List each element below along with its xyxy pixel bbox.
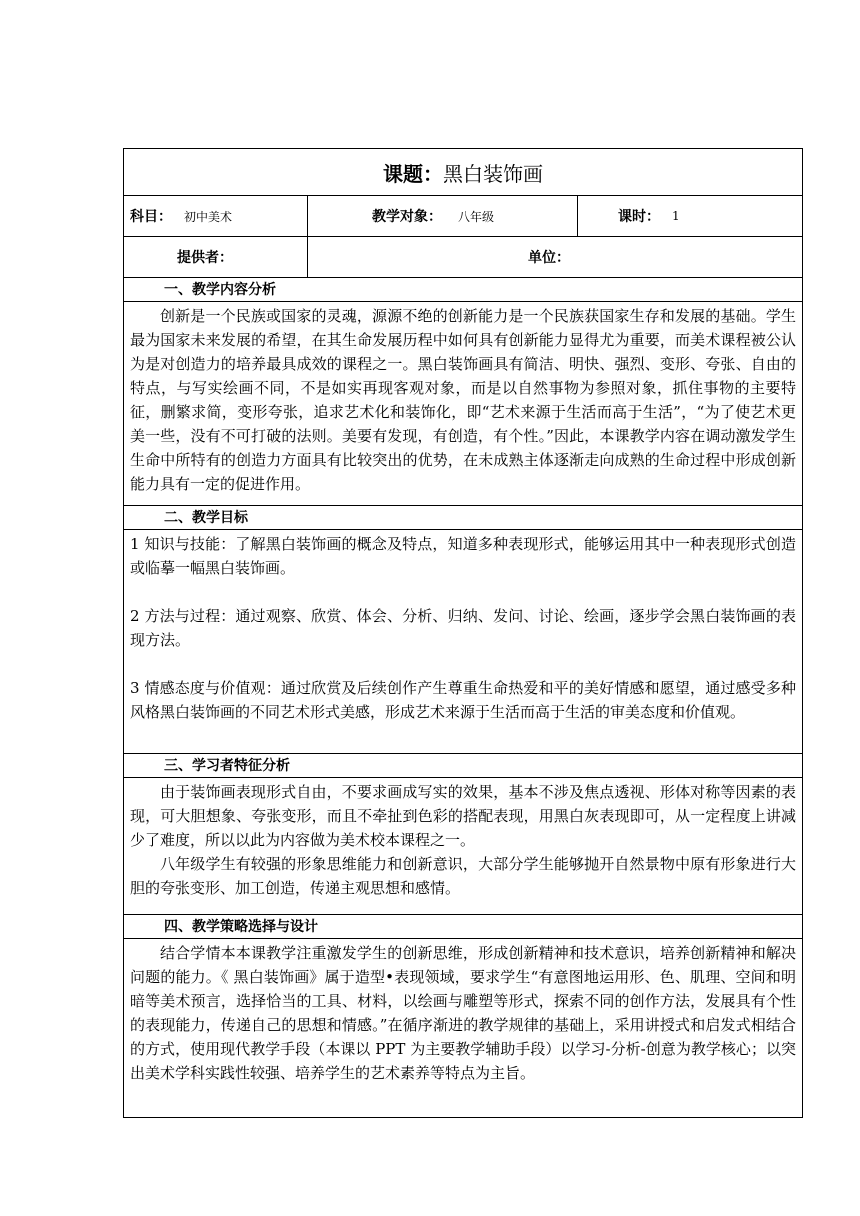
period-cell <box>578 196 802 236</box>
subject-value: 初中美术 <box>184 209 233 224</box>
period-value: 1 <box>672 209 680 223</box>
provider-row <box>124 237 802 278</box>
title-value: 黑白装饰画 <box>443 161 543 186</box>
section1-text: 创新是一个民族或国家的灵魂，源源不绝的创新能力是一个民族获国家生存和发展的基础。学生最为国家未来发展的希望，在其生命发展历程中如何具有创新能力显得尤为重要，而美术课程被公认为是对创造力的培养最具成效的课程之一。黑白装饰画具有简洁、明快、强烈、变形、夸张、自由的特点，与写实绘画不同，不是如实再现客观对象，而是以自然事物为参照对象，抓住事物的主要特征，删繁求简，变形夸张，追求艺术化和装饰化，即“艺术来源于生活而高于生活”，“为了使艺术更美一些，没有不可打破的法则。美要有发现，有创造，有个性。”因此，本课教学内容在调动激发学生生命中所特有的创造力方面具有比较突出的优势，在未成熟主体逐渐走向成熟的生命过程中形成创新能力具有一定的促进作用。 <box>130 307 796 493</box>
section1-heading: 一、教学内容分析 <box>124 278 802 302</box>
section3-heading: 三、学习者特征分析 <box>124 754 802 778</box>
audience-value: 八年级 <box>458 209 495 224</box>
section4-text: 结合学情本本课教学注重激发学生的创新思维，形成创新精神和技术意识，培养创新精神和解决问题的能力。《 黑白装饰画》属于造型•表现领域，要求学生“有意图地运用形、色、肌理、空间和明暗等美术预言，选择恰当的工具、材料，以绘画与雕塑等形式，探索不同的创作方法，发展具有个性的表现能力，传递自己的思想和情感。”在循序渐进的教学规律的基础上，采用讲授式和启发式相结合的方式，使用现代教学手段（本课以 PPT 为主要教学辅助手段）以学习-分析-创意为教学核心；以突出美术学科实践性较强、培养学生的艺术素养等特点为主旨。 <box>130 944 796 1082</box>
audience-cell <box>308 196 578 236</box>
section3-body <box>124 778 802 915</box>
title-row <box>124 149 802 196</box>
info-row <box>124 196 802 237</box>
section2-goal-3: 3 情感态度与价值观：通过欣赏及后续创作产生尊重生命热爱和平的美好情感和愿望，通过感受多种风格黑白装饰画的不同艺术形式美感，形成艺术来源于生活而高于生活的审美态度和价值观。 <box>130 679 796 721</box>
section4-body <box>124 939 802 1117</box>
unit-label: 单位： <box>528 250 570 266</box>
section2-goal-2: 2 方法与过程：通过观察、欣赏、体会、分析、归纳、发问、讨论、绘画，逐步学会黑白装饰画的表现方法。 <box>130 607 796 649</box>
unit-cell <box>308 237 802 277</box>
period-label: 课时： <box>618 209 660 225</box>
provider-cell <box>124 237 308 277</box>
title-label: 课题： <box>383 161 443 186</box>
subject-cell <box>124 196 308 236</box>
section2-goal-1: 1 知识与技能：了解黑白装饰画的概念及特点，知道多种表现形式，能够运用其中一种表现形式创造或临摹一幅黑白装饰画。 <box>130 535 796 577</box>
subject-label: 科目： <box>130 209 172 225</box>
section1-body <box>124 302 802 506</box>
audience-label: 教学对象： <box>372 209 442 225</box>
section3-para-2: 八年级学生有较强的形象思维能力和创新意识，大部分学生能够抛开自然景物中原有形象进行大胆的夸张变形、加工创造，传递主观思想和感情。 <box>130 855 796 897</box>
section2-heading: 二、教学目标 <box>124 506 802 530</box>
lesson-plan-table <box>123 148 803 1118</box>
provider-label: 提供者： <box>177 250 233 266</box>
section4-heading: 四、教学策略选择与设计 <box>124 915 802 939</box>
section3-para-1: 由于装饰画表现形式自由，不要求画成写实的效果，基本不涉及焦点透视、形体对称等因素的表现，可大胆想象、夸张变形，而且不牵扯到色彩的搭配表现，用黑白灰表现即可，从一定程度上讲减少了难度，所以以此为内容做为美术校本课程之一。 <box>130 783 796 849</box>
section2-body <box>124 530 802 754</box>
